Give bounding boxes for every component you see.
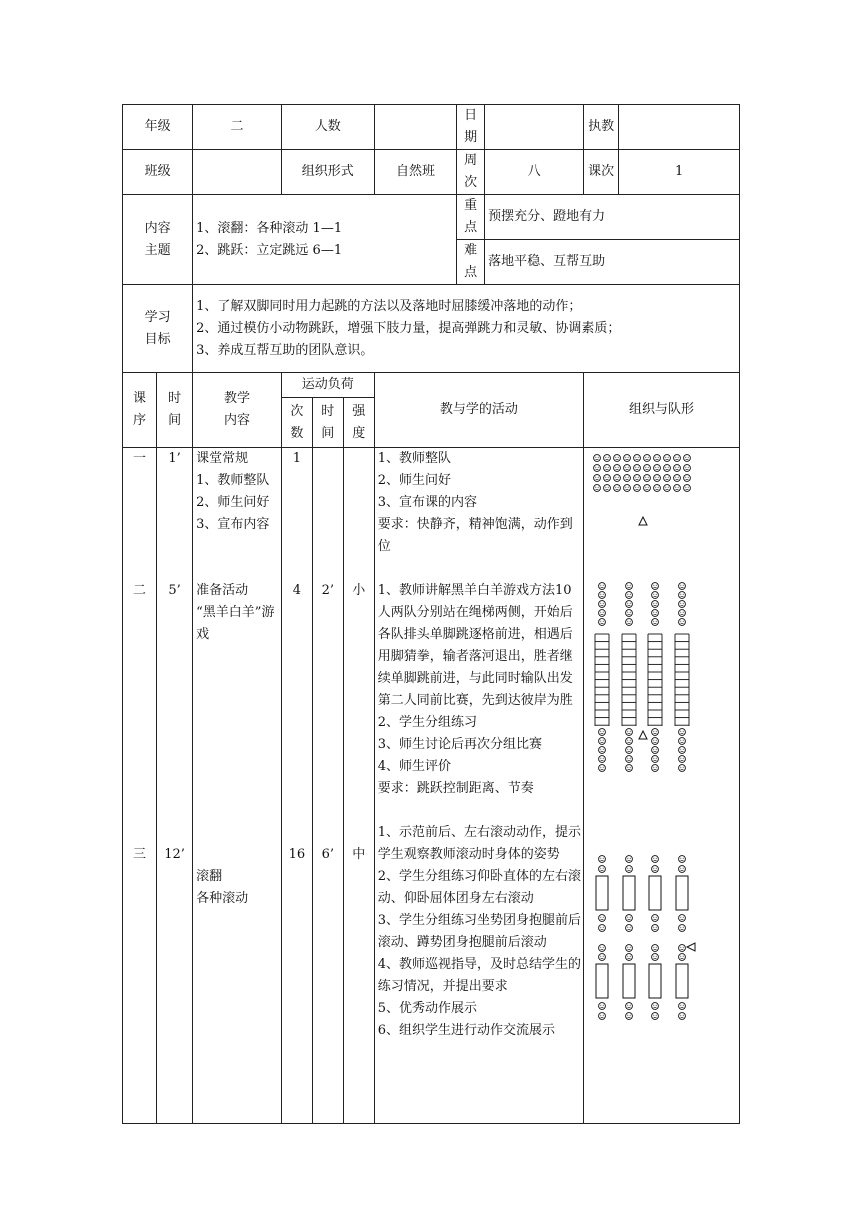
student-icon: [652, 756, 659, 763]
student-icon: [599, 610, 606, 617]
section-count: 1: [292, 451, 301, 466]
student-icon: [599, 866, 606, 873]
student-icon: [614, 455, 621, 462]
student-icon: [626, 729, 633, 736]
student-icon: [626, 610, 633, 617]
student-icon: [652, 915, 659, 922]
student-icon: [664, 455, 671, 462]
student-icon: [664, 475, 671, 482]
student-icon: [679, 619, 686, 626]
teacher-icon: [687, 943, 695, 951]
student-icon: [624, 475, 631, 482]
section-duration: [316, 448, 340, 470]
form-label: 组织形式: [281, 150, 374, 195]
formation-diagram: [584, 448, 700, 1120]
student-icon: [634, 475, 641, 482]
student-icon: [654, 485, 661, 492]
count-column: [281, 448, 312, 1124]
student-icon: [652, 747, 659, 754]
lesson-plan-table: [122, 104, 740, 1124]
student-icon: [626, 619, 633, 626]
section-activities: 1、教师整队 2、师生问好 3、宣布课的内容 要求：快静齐，精神饱满，动作到位: [377, 451, 573, 554]
student-icon: [674, 485, 681, 492]
mat-icon: [596, 964, 608, 998]
section-count: 16: [288, 847, 306, 862]
difficulty-label: 难点: [457, 240, 485, 285]
formation-1: [594, 455, 691, 492]
student-icon: [679, 747, 686, 754]
student-icon: [664, 465, 671, 472]
student-icon: [626, 1003, 633, 1010]
student-icon: [652, 925, 659, 932]
student-icon: [652, 856, 659, 863]
student-icon: [684, 465, 691, 472]
student-icon: [594, 485, 601, 492]
mat-icon: [623, 876, 635, 910]
student-icon: [604, 465, 611, 472]
student-icon: [679, 1013, 686, 1020]
activity-column: [374, 448, 583, 1124]
student-icon: [599, 583, 606, 590]
student-icon: [626, 945, 633, 952]
student-icon: [599, 592, 606, 599]
student-icon: [679, 729, 686, 736]
col-content: 教学 内容: [193, 373, 282, 448]
student-icon: [614, 475, 621, 482]
student-icon: [599, 925, 606, 932]
student-icon: [679, 583, 686, 590]
goals-label: 学习 目标: [123, 285, 193, 373]
section-duration: 6’: [321, 847, 334, 862]
section-intensity: 中: [352, 847, 366, 862]
student-icon: [599, 747, 606, 754]
student-icon: [624, 455, 631, 462]
student-icon: [674, 475, 681, 482]
mat-icon: [596, 876, 608, 910]
student-icon: [614, 465, 621, 472]
student-icon: [626, 954, 633, 961]
student-icon: [679, 601, 686, 608]
goals-items: [193, 285, 740, 373]
student-icon: [604, 455, 611, 462]
mat-icon: [676, 876, 688, 910]
student-icon: [626, 592, 633, 599]
student-icon: [594, 455, 601, 462]
student-icon: [599, 945, 606, 952]
mat-icon: [649, 964, 661, 998]
student-icon: [679, 765, 686, 772]
section-intensity: [347, 448, 371, 470]
col-activity: 教与学的活动: [374, 373, 583, 448]
section-content: 课堂常规 1、教师整队 2、师生问好 3、宣布内容: [196, 451, 270, 532]
class-label: 班级: [123, 150, 193, 195]
section-time: 5’: [168, 583, 181, 598]
seq-column: [123, 448, 157, 1124]
col-load: 运动负荷: [281, 373, 374, 398]
section-time: 1’: [168, 451, 181, 466]
lesson-label: 课次: [584, 150, 619, 195]
time-column: [157, 448, 193, 1124]
formation-2: [595, 583, 689, 772]
student-icon: [626, 583, 633, 590]
section-time: 12’: [164, 847, 185, 862]
student-icon: [679, 1003, 686, 1010]
section-content: 滚翻 各种滚动: [196, 869, 249, 906]
student-icon: [599, 1013, 606, 1020]
student-icon: [599, 729, 606, 736]
student-icon: [599, 738, 606, 745]
content-item: 1、滚翻：各种滚动 1—1: [196, 220, 343, 236]
week-label: 周次: [457, 150, 485, 195]
student-icon: [654, 455, 661, 462]
student-icon: [679, 866, 686, 873]
section-intensity: 小: [352, 583, 366, 598]
grade-value: 二: [193, 105, 282, 150]
student-icon: [652, 866, 659, 873]
teacher-icon: [639, 517, 647, 525]
goal-item: 1、了解双脚同时用力起跳的方法以及落地时屈膝缓冲落地的动作；: [196, 298, 582, 314]
section-duration: 2’: [321, 583, 334, 598]
student-icon: [594, 475, 601, 482]
student-icon: [626, 747, 633, 754]
grade-label: 年级: [123, 105, 193, 150]
student-icon: [652, 765, 659, 772]
col-count: 次 数: [281, 398, 312, 448]
student-icon: [652, 601, 659, 608]
student-icon: [652, 954, 659, 961]
teacher-label: 执教: [584, 105, 619, 150]
student-icon: [599, 601, 606, 608]
mat-icon: [676, 964, 688, 998]
count-label: 人数: [281, 105, 374, 150]
student-icon: [604, 485, 611, 492]
key-label: 重点: [457, 195, 485, 240]
student-icon: [599, 756, 606, 763]
student-icon: [626, 756, 633, 763]
student-icon: [652, 592, 659, 599]
student-icon: [604, 475, 611, 482]
student-icon: [626, 738, 633, 745]
student-icon: [674, 455, 681, 462]
student-icon: [684, 485, 691, 492]
formation-3: [596, 856, 688, 1020]
student-icon: [599, 1003, 606, 1010]
student-icon: [684, 455, 691, 462]
col-duration: 时 间: [312, 398, 343, 448]
content-column: [193, 448, 282, 1124]
duration-column: [312, 448, 343, 1124]
section-activities: 1、示范前后、左右滚动动作，提示学生观察教师滚动时身体的姿势 2、学生分组练习仰卧直体的左右滚动、仰卧屈体团身左右滚动 3、学生分组练习坐势团身抱腿前后滚动、蹲势团身抱腿前后滚动 4、教师巡视指导，及时总结学生的练习情况，并提出要求 5、优秀动作展示 6、组织学生进行动作交流展示: [377, 825, 581, 1038]
student-icon: [624, 485, 631, 492]
student-icon: [599, 619, 606, 626]
student-icon: [594, 465, 601, 472]
student-icon: [634, 465, 641, 472]
student-icon: [652, 738, 659, 745]
student-icon: [679, 592, 686, 599]
student-icon: [626, 856, 633, 863]
student-icon: [679, 915, 686, 922]
student-icon: [634, 485, 641, 492]
student-icon: [614, 485, 621, 492]
section-seq: 二: [133, 583, 147, 598]
student-icon: [652, 1003, 659, 1010]
mat-icon: [623, 964, 635, 998]
col-time: 时 间: [157, 373, 193, 448]
student-icon: [626, 915, 633, 922]
student-icon: [599, 954, 606, 961]
student-icon: [626, 601, 633, 608]
content-label: 内容 主题: [123, 195, 193, 285]
content-item: 2、跳跃：立定跳远 6—1: [196, 242, 343, 258]
student-icon: [652, 583, 659, 590]
goal-item: 3、养成互帮互助的团队意识。: [196, 342, 374, 358]
section-seq: 三: [133, 847, 147, 862]
difficulty-value: 落地平稳、互帮互助: [485, 240, 740, 285]
student-icon: [652, 1013, 659, 1020]
intensity-column: [343, 448, 374, 1124]
week-value: 八: [485, 150, 584, 195]
organization-column: [584, 448, 740, 1124]
student-icon: [654, 475, 661, 482]
date-value: [485, 105, 584, 150]
col-seq: 课 序: [123, 373, 157, 448]
student-icon: [626, 1013, 633, 1020]
section-activities: 1、教师讲解黑羊白羊游戏方法10人两队分别站在绳梯两侧，开始后各队排头单脚跳逐格前进，相遇后用脚猜拳，输者落河退出，胜者继续单脚跳前进，与此同时输队出发第二人同前比赛，先到达彼岸为胜 2、学生分组练习 3、师生讨论后再次分组比赛 4、师生评价 要求：跳跃控制距离、节奏: [377, 583, 573, 796]
student-icon: [679, 954, 686, 961]
student-icon: [664, 485, 671, 492]
student-icon: [679, 925, 686, 932]
student-icon: [679, 738, 686, 745]
student-icon: [599, 856, 606, 863]
teacher-icon: [639, 731, 647, 739]
student-icon: [652, 619, 659, 626]
form-value: 自然班: [374, 150, 457, 195]
student-icon: [644, 455, 651, 462]
student-icon: [679, 945, 686, 952]
section-count: 4: [292, 583, 301, 598]
student-icon: [626, 925, 633, 932]
student-icon: [679, 856, 686, 863]
section-seq: 一: [133, 451, 147, 466]
mat-icon: [649, 876, 661, 910]
student-icon: [599, 915, 606, 922]
student-icon: [674, 465, 681, 472]
lesson-value: 1: [619, 150, 740, 195]
student-icon: [679, 756, 686, 763]
student-icon: [679, 610, 686, 617]
student-icon: [652, 945, 659, 952]
student-icon: [684, 475, 691, 482]
key-value: 预摆充分、蹬地有力: [485, 195, 740, 240]
section-content: 准备活动 “黑羊白羊”游戏: [196, 583, 275, 642]
student-icon: [599, 765, 606, 772]
student-icon: [626, 866, 633, 873]
class-value: [193, 150, 282, 195]
student-icon: [652, 729, 659, 736]
student-icon: [644, 475, 651, 482]
student-icon: [652, 610, 659, 617]
teacher-value: [619, 105, 740, 150]
count-value: [374, 105, 457, 150]
student-icon: [644, 485, 651, 492]
content-items: [193, 195, 457, 285]
student-icon: [644, 465, 651, 472]
col-organization: 组织与队形: [584, 373, 740, 448]
student-icon: [624, 465, 631, 472]
col-intensity: 强 度: [343, 398, 374, 448]
date-label: 日期: [457, 105, 485, 150]
goal-item: 2、通过模仿小动物跳跃，增强下肢力量，提高弹跳力和灵敏、协调素质；: [196, 320, 621, 336]
student-icon: [626, 765, 633, 772]
student-icon: [634, 455, 641, 462]
student-icon: [654, 465, 661, 472]
